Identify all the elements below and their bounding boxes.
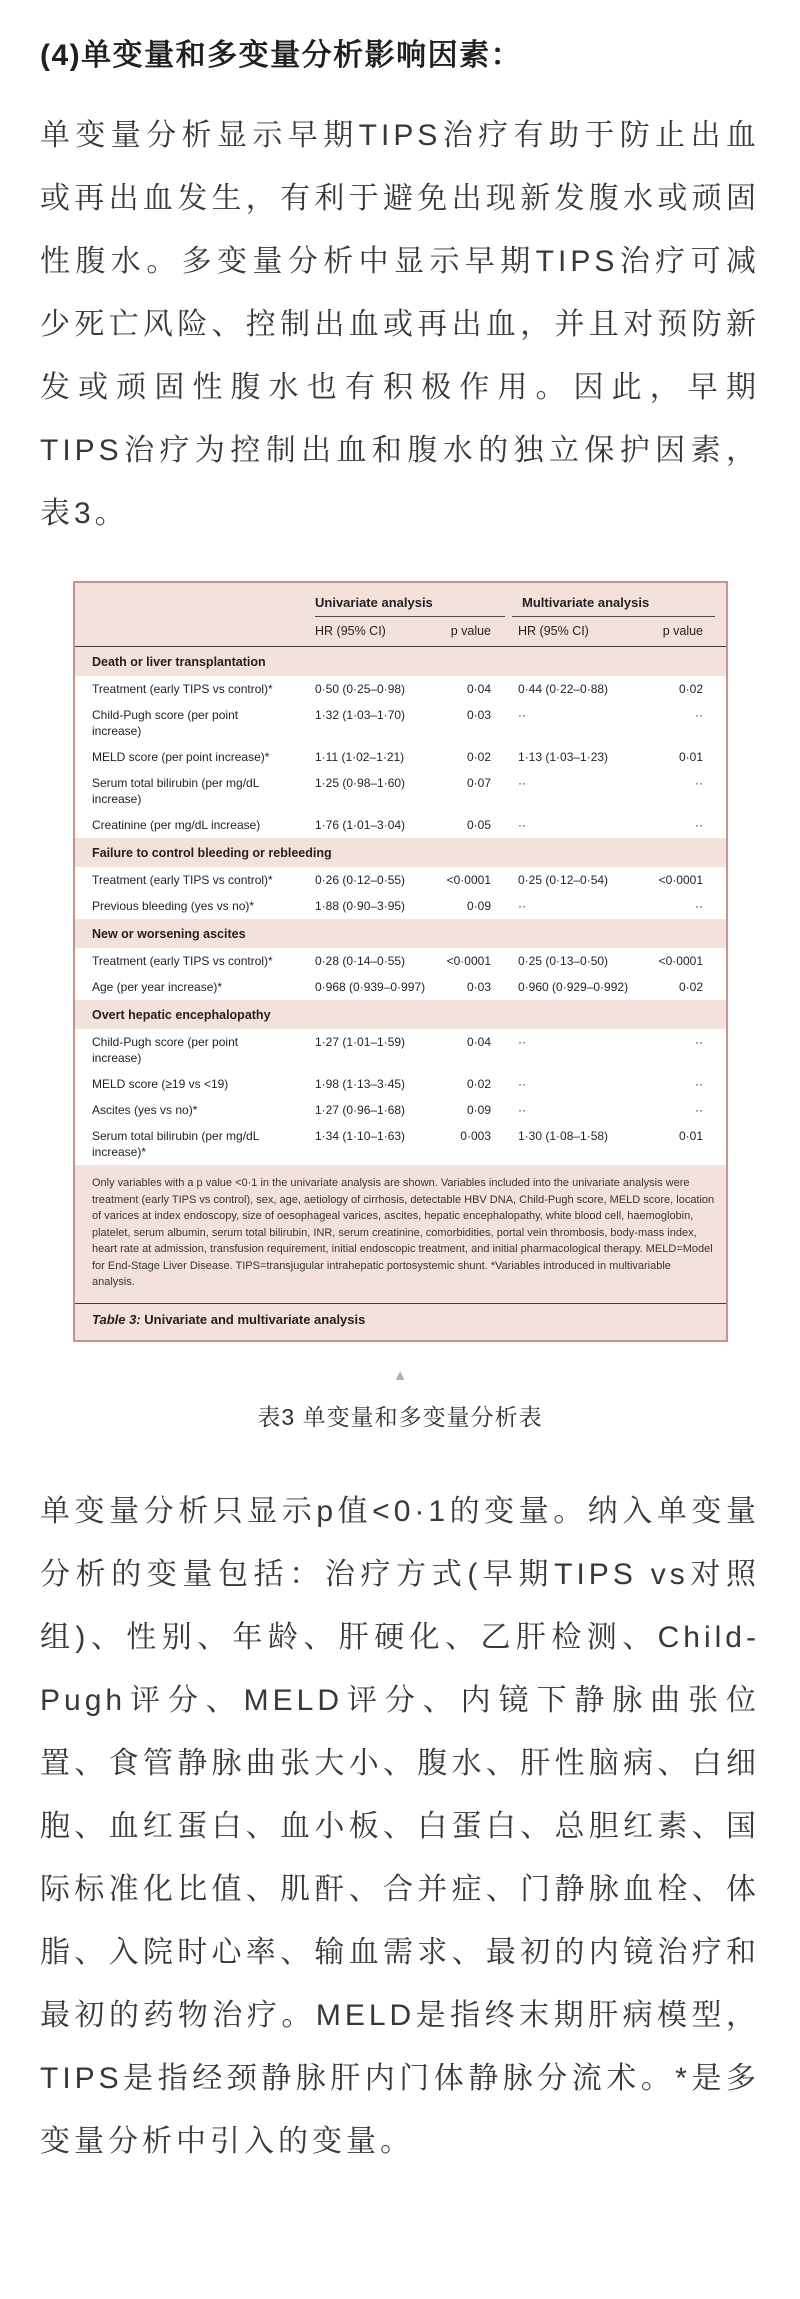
row-label: Serum total bilirubin (per mg/dL increase) bbox=[92, 776, 259, 806]
univariate-p-value: 0·09 bbox=[466, 899, 491, 913]
figure-caption: 表3 单变量和多变量分析表 bbox=[257, 1403, 543, 1430]
table-row bbox=[75, 1123, 726, 1165]
univariate-hr-value: 1·98 (1·13–3·45) bbox=[315, 1077, 406, 1091]
table-caption bbox=[92, 1304, 715, 1340]
univariate-hr-value: 1·25 (0·98–1·60) bbox=[315, 776, 406, 790]
row-label: Treatment (early TIPS vs control)* bbox=[92, 682, 273, 696]
table-row bbox=[75, 1071, 726, 1097]
univariate-p-value: 0·003 bbox=[460, 1129, 491, 1143]
univariate-hr-value: 1·32 (1·03–1·70) bbox=[315, 708, 406, 722]
row-label: Creatinine (per mg/dL increase) bbox=[92, 818, 261, 832]
multivariate-hr-value: 0·44 (0·22–0·88) bbox=[518, 682, 609, 696]
row-label: Treatment (early TIPS vs control)* bbox=[92, 954, 273, 968]
table3-figure bbox=[73, 581, 760, 1342]
univariate-p-value: 0·05 bbox=[466, 818, 491, 832]
univariate-hr-value: 0·50 (0·25–0·98) bbox=[315, 682, 406, 696]
univariate-group-header: Univariate analysis bbox=[315, 595, 505, 617]
table-section-header: Failure to control bleeding or rebleeding bbox=[92, 846, 332, 860]
multivariate-p-value: 0·02 bbox=[678, 980, 703, 994]
group-header-gap bbox=[505, 595, 512, 617]
multivariate-p-value: ·· bbox=[695, 899, 703, 913]
univariate-multivariate-table bbox=[73, 581, 728, 1342]
column-header-spacer bbox=[92, 623, 315, 639]
univariate-hr-value: 1·76 (1·01–3·04) bbox=[315, 818, 406, 832]
multivariate-hr-value: 0·25 (0·13–0·50) bbox=[518, 954, 609, 968]
multivariate-hr-value: ·· bbox=[518, 899, 526, 913]
multivariate-p-value: ·· bbox=[695, 1077, 703, 1091]
table-row bbox=[75, 1029, 726, 1071]
table-row bbox=[75, 702, 726, 744]
multivariate-p-value: <0·0001 bbox=[658, 954, 703, 968]
univariate-hr-value: 1·27 (0·96–1·68) bbox=[315, 1103, 406, 1117]
univariate-p-value: 0·02 bbox=[466, 750, 491, 764]
table-row bbox=[75, 812, 726, 838]
univariate-hr-value: 1·11 (1·02–1·21) bbox=[315, 750, 405, 764]
multivariate-hr-value: ·· bbox=[518, 1103, 526, 1117]
article-page bbox=[0, 38, 800, 2213]
multivariate-p-value: ·· bbox=[695, 776, 703, 790]
table-caption-label: Table 3: bbox=[92, 1311, 141, 1327]
collapse-triangle-icon: ▲ bbox=[392, 1366, 408, 1384]
table-section-header: New or worsening ascites bbox=[92, 927, 246, 941]
row-label: MELD score (per point increase)* bbox=[92, 750, 270, 764]
multivariate-p-value: 0·01 bbox=[678, 750, 703, 764]
group-header-spacer bbox=[92, 595, 315, 617]
multivariate-hr-value: ·· bbox=[518, 708, 526, 722]
multivariate-hr-header: HR (95% CI) bbox=[518, 624, 589, 638]
table-column-header-row bbox=[92, 617, 715, 646]
univariate-hr-value: 1·27 (1·01–1·59) bbox=[315, 1035, 406, 1049]
row-label: Previous bleeding (yes vs no)* bbox=[92, 899, 255, 913]
table-section-header: Overt hepatic encephalopathy bbox=[92, 1008, 271, 1022]
multivariate-hr-value: ·· bbox=[518, 818, 526, 832]
multivariate-hr-value: ·· bbox=[518, 1035, 526, 1049]
row-label: Treatment (early TIPS vs control)* bbox=[92, 873, 273, 887]
multivariate-hr-value: ·· bbox=[518, 1077, 526, 1091]
multivariate-p-value: ·· bbox=[695, 708, 703, 722]
table-group-header-row bbox=[92, 595, 715, 617]
univariate-p-value: <0·0001 bbox=[446, 954, 491, 968]
univariate-p-value: 0·07 bbox=[466, 776, 491, 790]
table-row bbox=[75, 867, 726, 893]
univariate-hr-value: 0·968 (0·939–0·997) bbox=[315, 980, 426, 994]
univariate-hr-value: 1·34 (1·10–1·63) bbox=[315, 1129, 406, 1143]
univariate-p-value: 0·02 bbox=[466, 1077, 491, 1091]
multivariate-hr-value: 0·960 (0·929–0·992) bbox=[518, 980, 629, 994]
table-section-header: Death or liver transplantation bbox=[92, 655, 266, 669]
multivariate-hr-value: 1·13 (1·03–1·23) bbox=[518, 750, 609, 764]
univariate-hr-header: HR (95% CI) bbox=[315, 624, 386, 638]
multivariate-p-value: 0·01 bbox=[678, 1129, 703, 1143]
multivariate-hr-value: 0·25 (0·12–0·54) bbox=[518, 873, 609, 887]
multivariate-p-value: 0·02 bbox=[678, 682, 703, 696]
multivariate-p-value: ·· bbox=[695, 1035, 703, 1049]
multivariate-p-value: ·· bbox=[695, 818, 703, 832]
univariate-p-value: 0·09 bbox=[466, 1103, 491, 1117]
univariate-p-header: p value bbox=[450, 624, 491, 638]
multivariate-group-header: Multivariate analysis bbox=[512, 595, 715, 617]
univariate-hr-value: 1·88 (0·90–3·95) bbox=[315, 899, 406, 913]
multivariate-p-header: p value bbox=[662, 624, 703, 638]
multivariate-p-value: <0·0001 bbox=[658, 873, 703, 887]
table-body bbox=[92, 647, 715, 1165]
row-label: Child-Pugh score (per point increase) bbox=[92, 1035, 239, 1065]
multivariate-hr-value: 1·30 (1·08–1·58) bbox=[518, 1129, 609, 1143]
table-row bbox=[75, 744, 726, 770]
table-footnote: Only variables with a p value <0·1 in the univariate analysis are shown. Variables included into the univariate analysis were treatment (early TIPS vs control), sex, age, aetiology of cirrhosis, detectable HBV DNA, Child-Pugh score, MELD score, location of varices at index endoscopy, size of oesophageal varices, ascites, hepatic encephalopathy, white blood cell, haemoglobin, platelet, serum albumin, serum total bilirubin, INR, serum creatinine, comorbidities, portal vein thrombosis, body-mass index, heart rate at admission, transfusion requirement, initial endoscopic treatment, and initial pharmacological therapy. MELD=Model for End-Stage Liver Disease. TIPS=transjugular intrahepatic portosystemic shunt. *Variables introduced in multivariable analysis. bbox=[92, 1177, 715, 1288]
univariate-p-value: <0·0001 bbox=[446, 873, 491, 887]
table-caption-text: Univariate and multivariate analysis bbox=[140, 1311, 366, 1327]
row-label: Ascites (yes vs no)* bbox=[92, 1103, 198, 1117]
table-row bbox=[75, 1097, 726, 1123]
paragraph-analysis-summary: 单变量分析显示早期TIPS治疗有助于防止出血或再出血发生，有利于避免出现新发腹水或顽固性腹水。多变量分析中显示早期TIPS治疗可减少死亡风险、控制出血或再出血，并且对预防新发或顽固性腹水也有积极作用。因此，早期TIPS治疗为控制出血和腹水的独立保护因素，表3。 bbox=[40, 119, 760, 530]
univariate-p-value: 0·04 bbox=[466, 682, 491, 696]
table-row bbox=[75, 893, 726, 919]
univariate-hr-value: 0·28 (0·14–0·55) bbox=[315, 954, 406, 968]
section-heading: (4)单变量和多变量分析影响因素： bbox=[40, 39, 523, 72]
table-row bbox=[75, 948, 726, 974]
paragraph-table-explanation: 单变量分析只显示p值<0·1的变量。纳入单变量分析的变量包括：治疗方式(早期TIPS vs对照组)、性别、年龄、肝硬化、乙肝检测、Child-Pugh评分、MELD评分、内镜下静脉曲张位置、食管静脉曲张大小、腹水、肝性脑病、白细胞、血红蛋白、血小板、白蛋白、总胆红素、国际标准化比值、肌酐、合并症、门静脉血栓、体脂、入院时心率、输血需求、最初的内镜治疗和最初的药物治疗。MELD是指终末期肝病模型，TIPS是指经颈静脉肝内门体静脉分流术。*是多变量分析中引入的变量。 bbox=[40, 1494, 760, 2158]
univariate-p-value: 0·04 bbox=[466, 1035, 491, 1049]
multivariate-p-value: ·· bbox=[695, 1103, 703, 1117]
univariate-hr-value: 0·26 (0·12–0·55) bbox=[315, 873, 406, 887]
table-row bbox=[75, 974, 726, 1000]
row-label: Age (per year increase)* bbox=[92, 980, 223, 994]
multivariate-hr-value: ·· bbox=[518, 776, 526, 790]
table-row bbox=[75, 770, 726, 812]
univariate-p-value: 0·03 bbox=[466, 708, 491, 722]
univariate-p-value: 0·03 bbox=[466, 980, 491, 994]
row-label: MELD score (≥19 vs <19) bbox=[92, 1077, 229, 1091]
row-label: Child-Pugh score (per point increase) bbox=[92, 708, 239, 738]
row-label: Serum total bilirubin (per mg/dL increase)* bbox=[92, 1129, 259, 1159]
table-row bbox=[75, 676, 726, 702]
